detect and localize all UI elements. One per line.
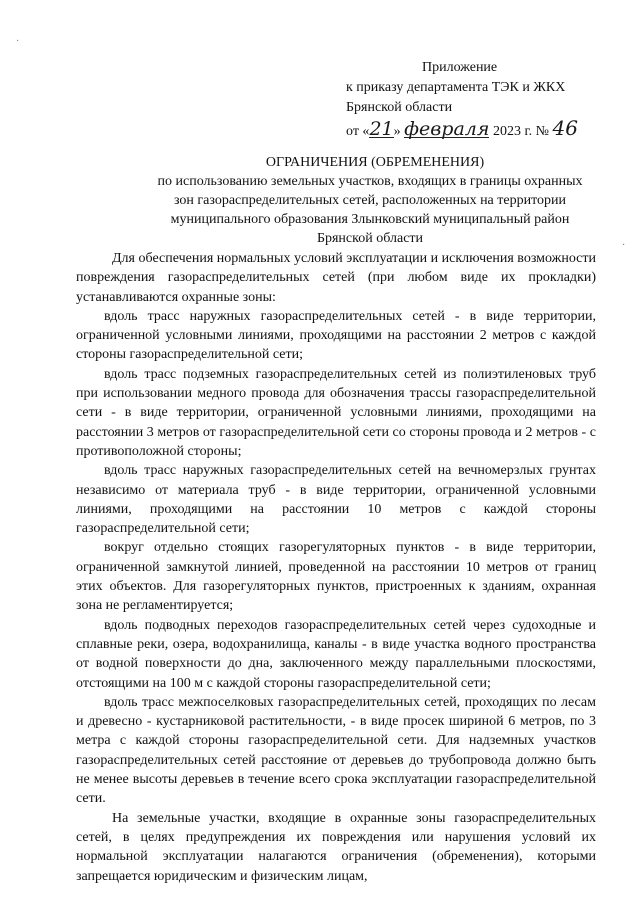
document-title: [100, 153, 639, 248]
title-line-5: Брянской области: [316, 231, 424, 246]
paragraph-gas-regulator-points: вокруг отдельно стоящих газорегуляторных пунктов - в виде территории, ограниченной замкнутой линией, проведенной на расстоянии 10 метров от границ этих объектов. Для газорегуляторных пунктов, пристроенных к зданиям, охранная зона не регламентируется;: [76, 540, 596, 614]
appendix-label: Приложение: [422, 60, 498, 75]
paragraph-land-restrictions: На земельные участки, входящие в охранные зоны газораспределительных сетей, в целях предупреждения их повреждения или нарушения условий их нормальной эксплуатации налагаются ограничения (обременения), которыми запрещается юридическим и физическим лицам,: [76, 810, 596, 884]
date-quote-close: »: [393, 124, 401, 139]
handwritten-order-number: 46: [552, 116, 578, 140]
scan-speck: ·: [622, 240, 626, 251]
appendix-header: [346, 58, 578, 142]
handwritten-month: февраля: [404, 118, 490, 140]
paragraph-underground-networks: вдоль трасс подземных газораспределительных сетей из полиэтиленовых труб при использовании медного провода для обозначения трассы газораспределительной сети - в виде территории, ограниченной условными линиями, проходящими на расстоянии 3 метров от газораспределительной сети со стороны провода и 2 метров - с противоположной стороны;: [76, 366, 596, 459]
handwritten-day: 21: [369, 118, 394, 140]
appendix-order-ref: к приказу департамента ТЭК и ЖКХ: [346, 80, 566, 95]
document-body: [76, 249, 596, 886]
title-line-2: по использованию земельных участков, входящих в границы охранных: [157, 174, 583, 189]
date-prefix: от «: [346, 124, 370, 139]
appendix-region: Брянской области: [346, 100, 453, 115]
year-and-number-label: 2023 г. №: [489, 124, 553, 139]
title-line-3: зон газораспределительных сетей, расположенных на территории: [173, 193, 567, 208]
appendix-date-line: [346, 118, 578, 142]
title-heading: ОГРАНИЧЕНИЯ (ОБРЕМЕНЕНИЯ): [265, 155, 485, 170]
title-line-4: муниципального образования Злынковский муниципальный район: [170, 212, 570, 227]
paragraph-outdoor-networks: вдоль трасс наружных газораспределительных сетей - в виде территории, ограниченной условными линиями, проходящими на расстоянии 2 метров с каждой стороны газораспределительной сети;: [76, 308, 596, 363]
scan-speck: ·: [16, 36, 20, 47]
paragraph-permafrost-networks: вдоль трасс наружных газораспределительных сетей на вечномерзлых грунтах независимо от материала труб - в виде территории, ограниченной условными линиями, проходящими на расстоянии 10 метров с каждой стороны газораспределительной сети;: [76, 463, 596, 537]
paragraph-intro: Для обеспечения нормальных условий эксплуатации и исключения возможности повреждения газораспределительных сетей (при любом виде их прокладки) устанавливаются охранные зоны:: [76, 251, 596, 305]
paragraph-underwater-crossings: вдоль подводных переходов газораспределительных сетей через судоходные и сплавные реки, озера, водохранилища, каналы - в виде участка водного пространства от водной поверхности до дна, заключенного между параллельными плоскостями, отстоящими на 100 м с каждой стороны газораспределительной сети;: [76, 617, 596, 691]
paragraph-intersettlement-networks: вдоль трасс межпоселковых газораспределительных сетей, проходящих по лесам и древесно - кустарниковой растительности, - в виде просек шириной 6 метров, по 3 метра с каждой стороны газораспределительной сети. Для надземных участков газораспределительных сетей расстояние от деревьев до трубопровода должно быть не менее высоты деревьев в течение всего срока эксплуатации газораспределительной сети.: [76, 694, 596, 807]
